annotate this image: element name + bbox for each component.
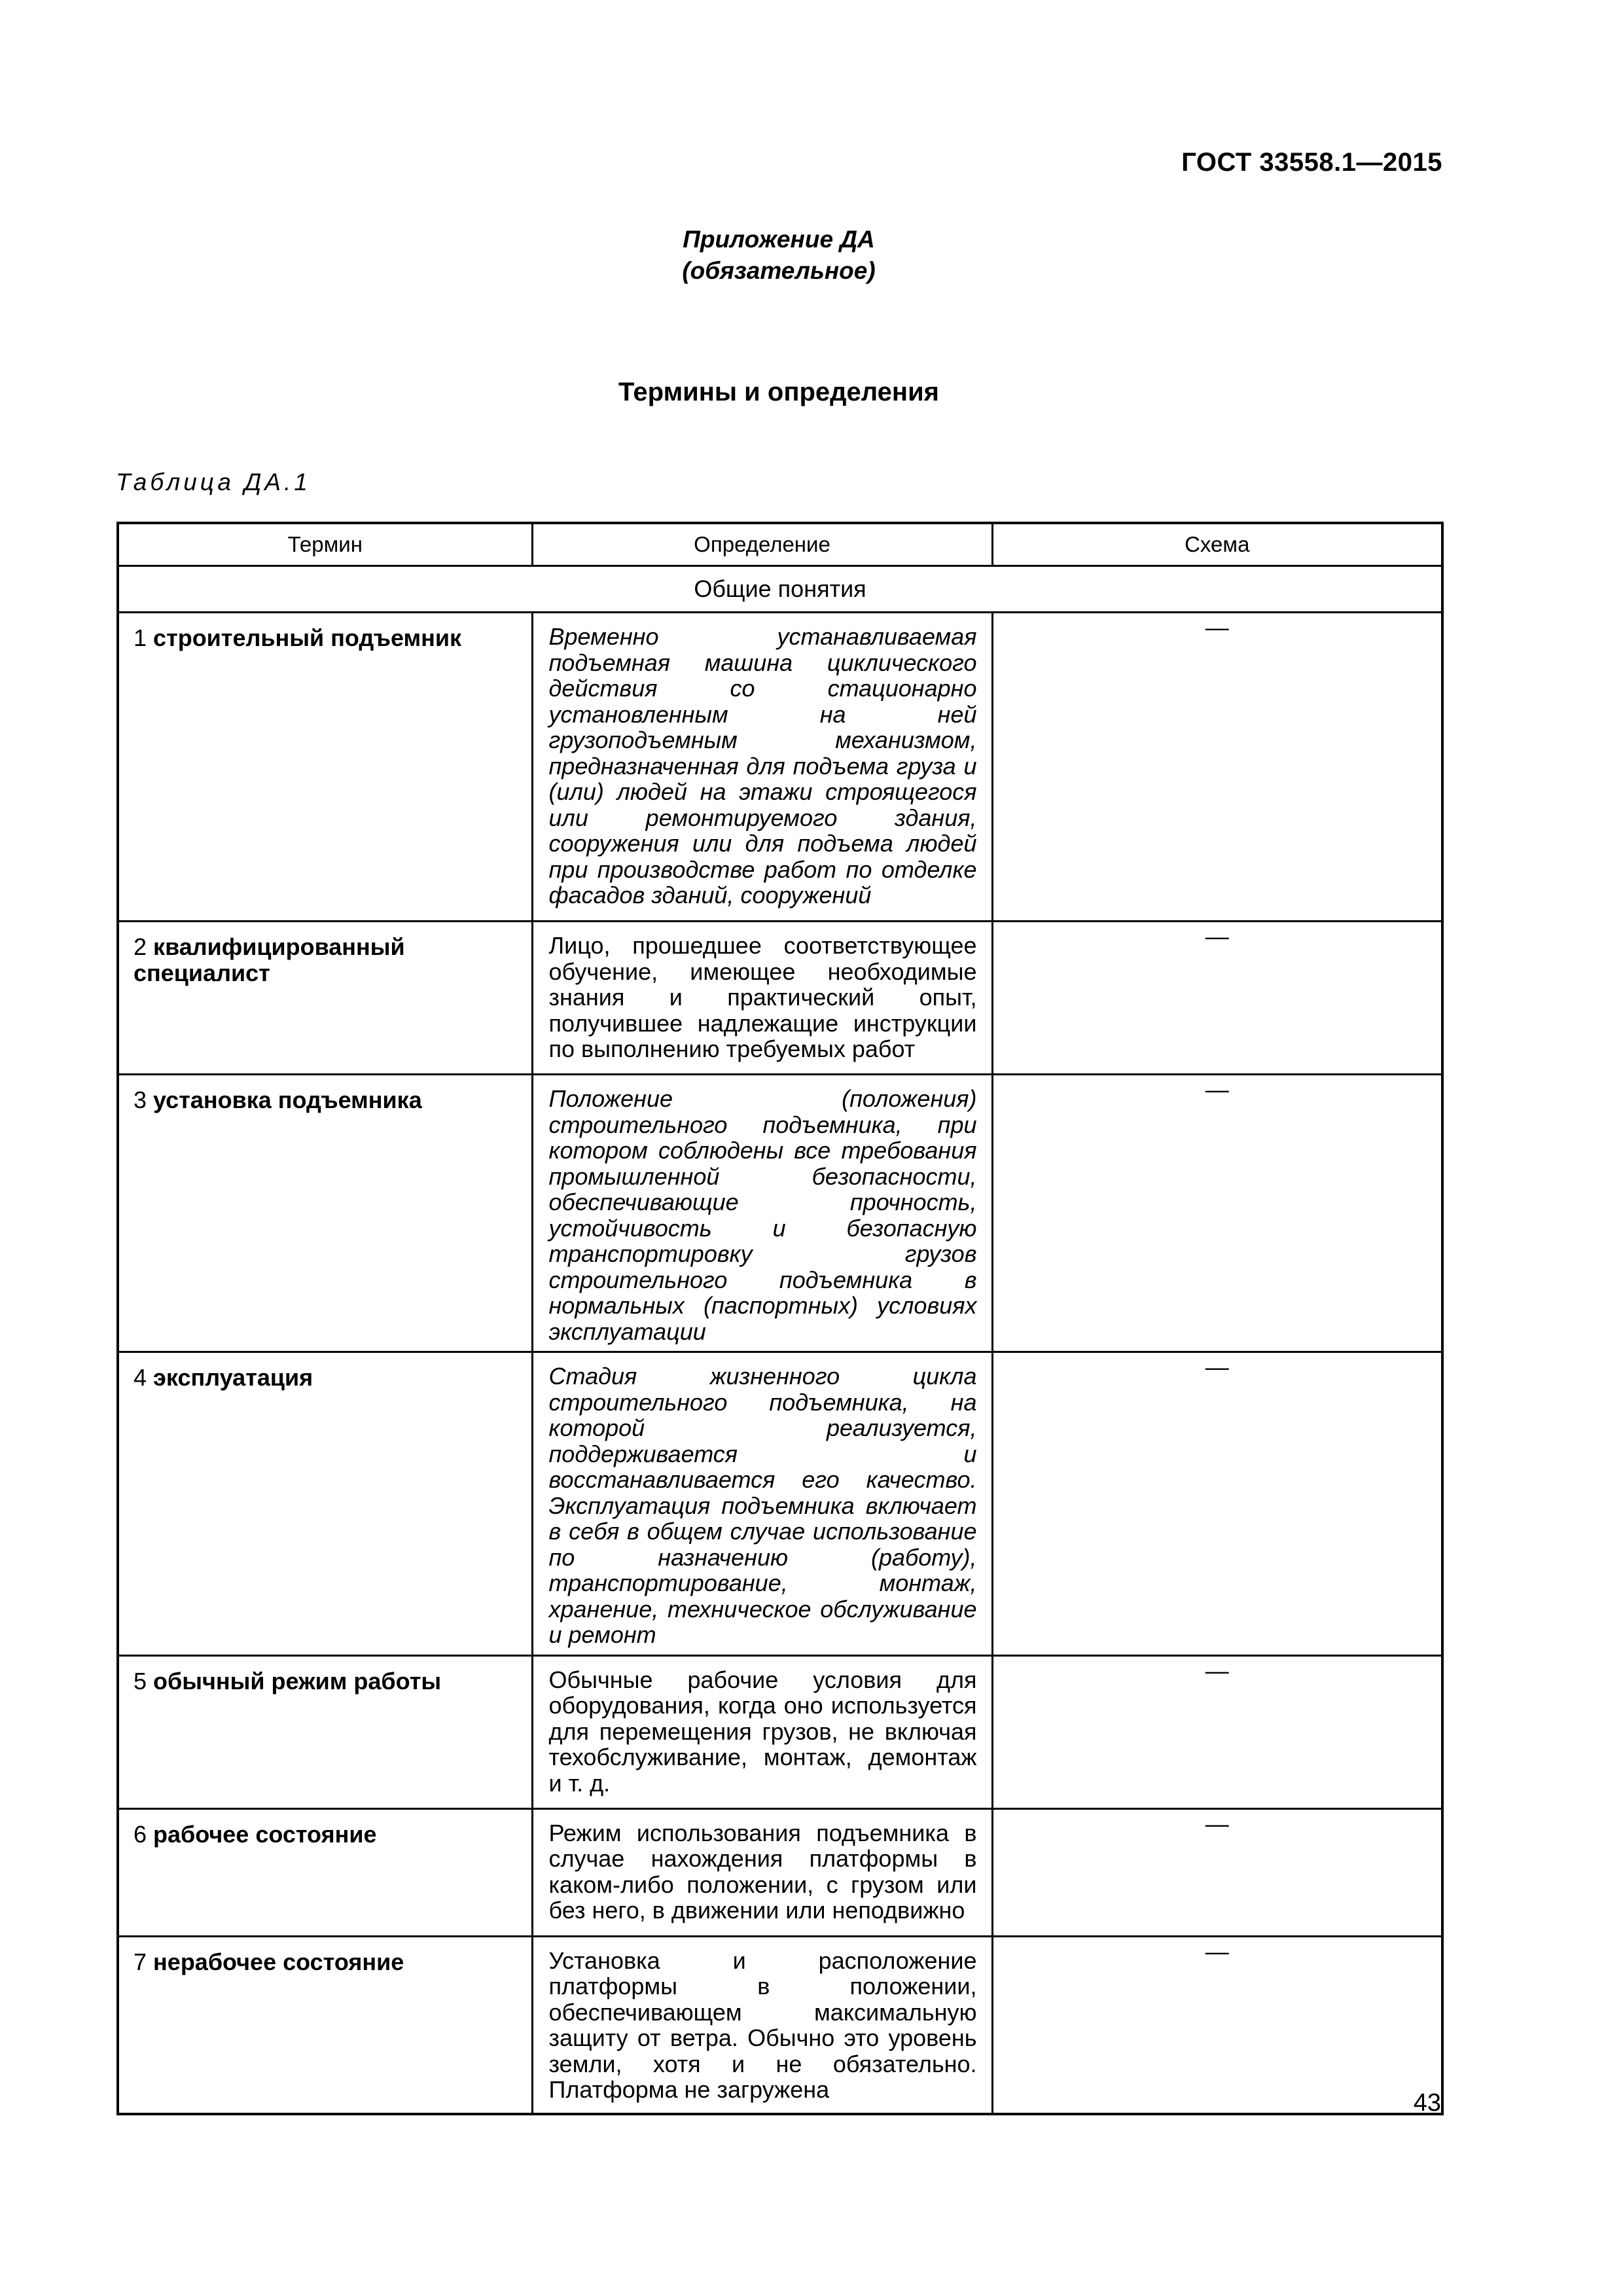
- table-row: [118, 1808, 1442, 1936]
- column-header-term: Термин: [118, 523, 532, 566]
- table-header-row: [118, 523, 1442, 566]
- terms-table: [116, 522, 1444, 2115]
- column-header-scheme: Схема: [992, 523, 1442, 566]
- definition-cell: Лицо, прошедшее соответствующее обучение, имеющее необходимые знания и практический опыт, получившее надлежащие инструкции по выполнению требуемых работ: [532, 922, 992, 1075]
- term-number: 3: [134, 1086, 147, 1113]
- definition-cell: Положение (положения) строительного подъемника, при котором соблюдены все требования промышленной безопасности, обеспечивающие прочность, устойчивость и безопасную транспортировку грузов строительного подъемника в нормальных (паспортных) условиях эксплуатации: [532, 1075, 992, 1352]
- term-number: 7: [134, 1948, 147, 1975]
- term-name: рабочее состояние: [153, 1820, 377, 1848]
- term-name: нерабочее состояние: [153, 1948, 404, 1975]
- term-name: эксплуатация: [153, 1364, 313, 1391]
- definition-cell: Обычные рабочие условия для оборудования, когда оно используется для перемещения грузов, не включая техобслуживание, монтаж, демонтаж и т. д.: [532, 1655, 992, 1808]
- appendix-title: Приложение ДА: [683, 226, 875, 253]
- table-row: [118, 1936, 1442, 2114]
- scheme-cell: —: [992, 1075, 1442, 1352]
- term-name: установка подъемника: [153, 1086, 422, 1113]
- term-name: квалифицированный специалист: [134, 933, 405, 986]
- definition-cell: Установка и расположение платформы в положении, обеспечивающем максимальную защиту от ветра. Обычно это уровень земли, хотя и не обязательно. Платформа не загружена: [532, 1936, 992, 2114]
- term-name: обычный режим работы: [153, 1667, 442, 1695]
- appendix-status: (обязательное): [682, 257, 876, 284]
- term-number: 6: [134, 1820, 147, 1848]
- definition-cell: Временно устанавливаемая подъемная машина циклического действия со стационарно установленным на ней грузоподъемным механизмом, предназначенная для подъема груза и (или) людей на этажи строящегося или ремонтируемого здания, сооружения или для подъема людей при производстве работ по отделке фасадов зданий, сооружений: [532, 613, 992, 922]
- group-label: Общие понятия: [118, 566, 1442, 613]
- term-number: 4: [134, 1364, 147, 1391]
- page-number: 43: [1413, 2089, 1441, 2117]
- definition-cell: Стадия жизненного цикла строительного подъемника, на которой реализуется, поддерживается и восстанавливается его качество. Эксплуатация подъемника включает в себя в общем случае использование по назначению (работу), транспортирование, монтаж, хранение, техническое обслуживание и ремонт: [532, 1352, 992, 1656]
- term-name: строительный подъемник: [153, 624, 462, 651]
- group-row: [118, 566, 1442, 613]
- term-cell: [118, 1352, 532, 1656]
- scheme-cell: —: [992, 1655, 1442, 1808]
- table-row: [118, 1352, 1442, 1656]
- scheme-cell: —: [992, 613, 1442, 922]
- appendix-heading: [0, 224, 1558, 287]
- definition-cell: Режим использования подъемника в случае нахождения платформы в каком-либо положении, с грузом или без него, в движении или неподвижно: [532, 1808, 992, 1936]
- scheme-cell: —: [992, 1936, 1442, 2114]
- term-cell: [118, 1075, 532, 1352]
- table-row: [118, 922, 1442, 1075]
- scheme-cell: —: [992, 1352, 1442, 1656]
- term-cell: [118, 1936, 532, 2114]
- document-code: ГОСТ 33558.1—2015: [1181, 148, 1442, 177]
- table-caption: Таблица ДА.1: [116, 469, 311, 495]
- scheme-cell: —: [992, 922, 1442, 1075]
- table-row: [118, 1655, 1442, 1808]
- term-cell: [118, 613, 532, 922]
- table-row: [118, 1075, 1442, 1352]
- table-row: [118, 613, 1442, 922]
- term-cell: [118, 1808, 532, 1936]
- term-number: 5: [134, 1667, 147, 1695]
- term-number: 1: [134, 624, 147, 651]
- term-cell: [118, 922, 532, 1075]
- column-header-definition: Определение: [532, 523, 992, 566]
- section-title: Термины и определения: [618, 378, 940, 406]
- term-cell: [118, 1655, 532, 1808]
- scheme-cell: —: [992, 1808, 1442, 1936]
- term-number: 2: [134, 933, 147, 960]
